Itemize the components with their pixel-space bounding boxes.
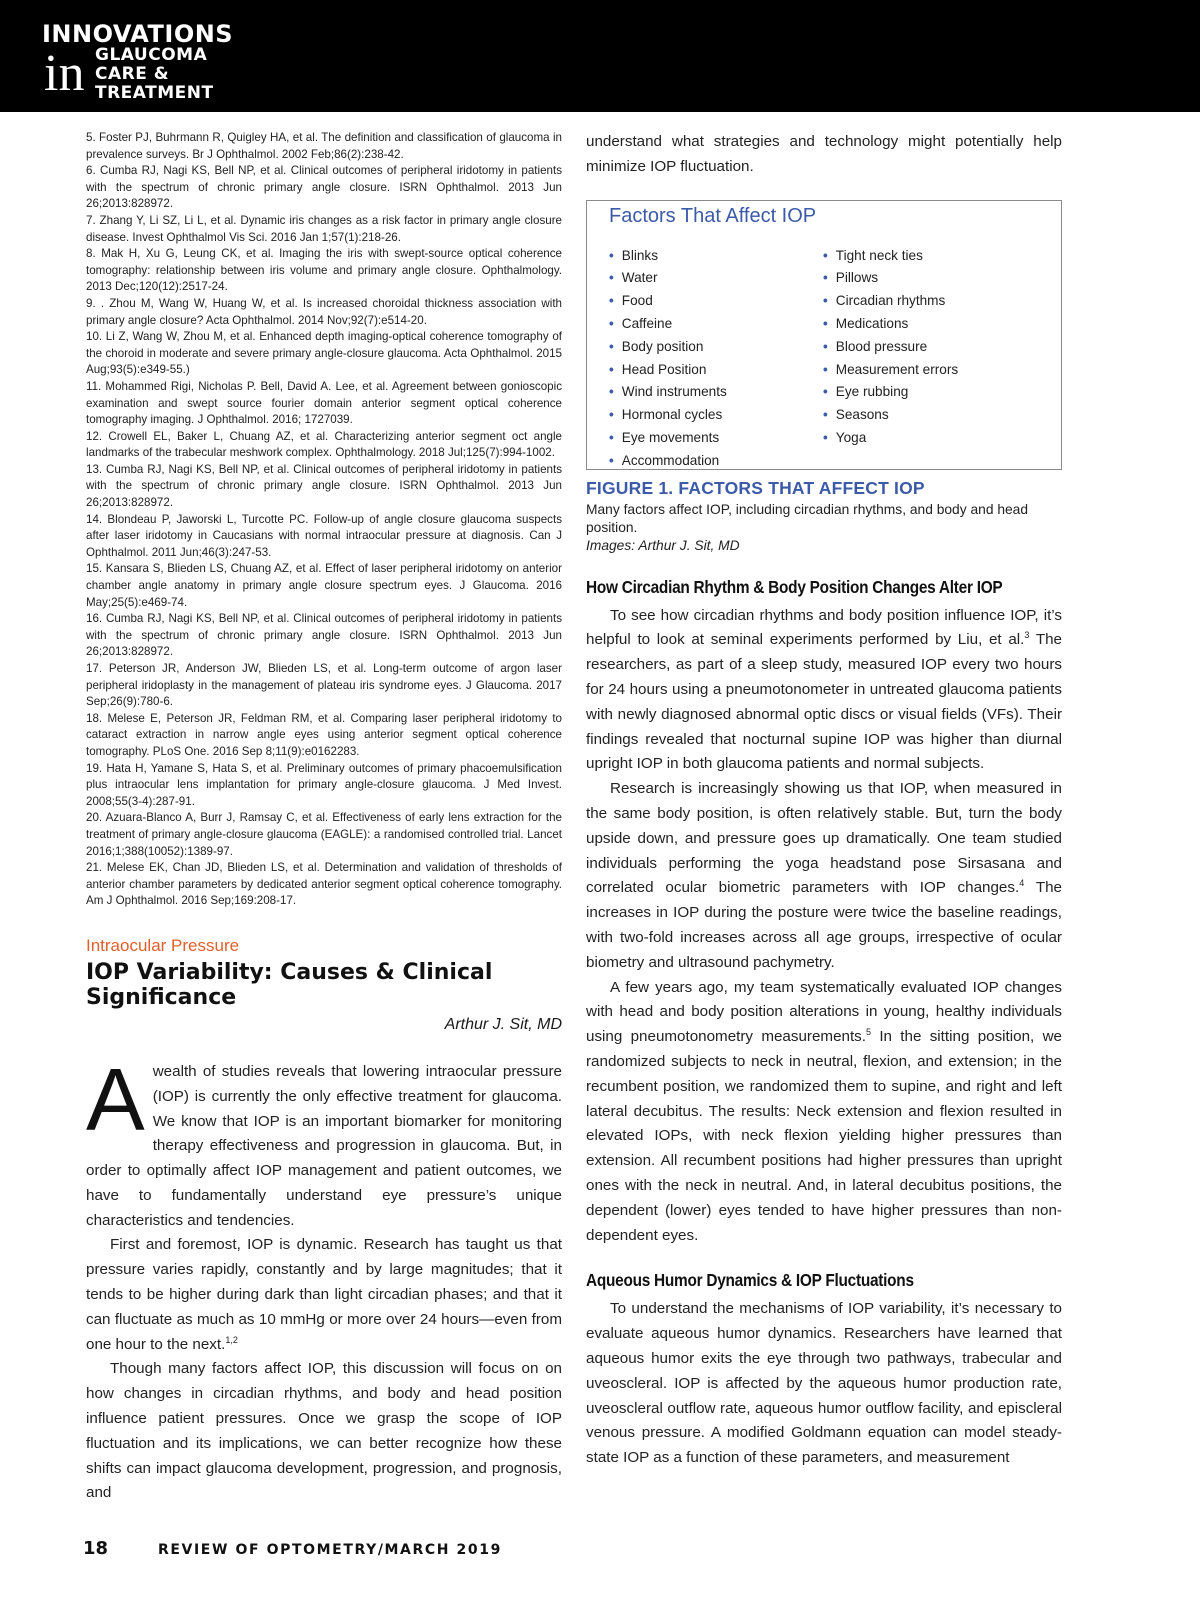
factor-item: • Head Position <box>609 359 727 382</box>
factors-list-right <box>823 245 958 450</box>
figure-caption: Many factors affect IOP, including circadian rhythms, and body and head position. <box>586 501 1029 535</box>
factor-item: • Eye movements <box>609 427 727 450</box>
factor-item: • Seasons <box>823 404 958 427</box>
factors-list-left <box>609 245 727 473</box>
logo-line-care: CARE & <box>95 64 170 84</box>
reference-item: 8. Mak H, Xu G, Leung CK, et al. Imaging the iris with swept-source optical coherence tomography: relationship between iris volume and primary angle closure. Ophthalmology. 2013 Dec;120(12):2517-24. <box>86 247 562 294</box>
section-heading-aqueous: Aqueous Humor Dynamics & IOP Fluctuations <box>586 1270 914 1291</box>
body-paragraph: Though many factors affect IOP, this discussion will focus on on how changes in circadian rhythms, and body and head position influence patient pressures. Once we grasp the scope of IOP fluctuation and its implications, we can better recognize how these shifts can impact glaucoma development, progression, and prognosis, and <box>86 1360 562 1502</box>
right-column <box>586 130 1062 1471</box>
factor-item: • Caffeine <box>609 313 727 336</box>
factor-item: • Eye rubbing <box>823 381 958 404</box>
reference-item: 18. Melese E, Peterson JR, Feldman RM, et al. Comparing laser peripheral iridotomy to cataract extraction in narrow angle eyes using anterior segment optical coherence tomography. PLoS One. 2016 Sep 8;11(9):e0162283. <box>86 711 562 758</box>
reference-item: 15. Kansara S, Blieden LS, Chuang AZ, et al. Effect of laser peripheral iridotomy on anterior chamber angle anatomy in primary angle closure spectrum eyes. J Glaucoma. 2016 May;25(5):e469-74. <box>86 562 562 609</box>
factor-item: • Accommodation <box>609 450 727 473</box>
reference-item: 14. Blondeau P, Jaworski L, Turcotte PC. Follow-up of angle closure glaucoma suspects after laser iridotomy in Caucasians with normal intraocular pressure at diagnosis. Can J Ophthalmol. 2011 Jun;46(3):247-53. <box>86 512 562 559</box>
section-tag: Intraocular Pressure <box>86 935 240 955</box>
section-heading-circadian: How Circadian Rhythm & Body Position Changes Alter IOP <box>586 576 1003 597</box>
reference-item: 12. Crowell EL, Baker L, Chuang AZ, et al. Characterizing anterior segment oct angle landmarks of the trabecular meshwork complex. Ophthalmology. 2018 Jul;125(7):994-1002. <box>86 429 562 460</box>
figure-credit: Images: Arthur J. Sit, MD <box>586 537 740 553</box>
reference-item: 21. Melese EK, Chan JD, Blieden LS, et al. Determination and validation of thresholds of anterior chamber parameters by dedicated anterior segment optical coherence tomography. Am J Ophthalmol. 2016 Sep;169:208-17. <box>86 861 562 908</box>
factor-item: • Measurement errors <box>823 359 958 382</box>
logo-line-glaucoma: GLAUCOMA <box>95 45 208 65</box>
body-paragraph: To see how circadian rhythms and body position influence IOP, it’s helpful to look at seminal experiments performed by Liu, et al.$^3$ The researchers, as part of a sleep study, measured IOP every two hours for 24 hours using a pneumotonometer in untreated glaucoma patients with newly diagnosed abnormal optic discs or visual fields (VFs). Their findings revealed that nocturnal supine IOP was higher than diurnal upright IOP in both glaucoma patients and normal subjects. <box>586 606 1062 773</box>
reference-item: 16. Cumba RJ, Nagi KS, Bell NP, et al. Clinical outcomes of peripheral iridotomy in patients with the spectrum of chronic primary angle closure. ISRN Ophthalmol. 2013 Jun 26;2013:828972. <box>86 612 562 659</box>
figure-caption-title: FIGURE 1. FACTORS THAT AFFECT IOP <box>586 477 925 498</box>
reference-item: 5. Foster PJ, Buhrmann R, Quigley HA, et al. The definition and classification of glaucoma in prevalence surveys. Br J Ophthalmol. 2002 Feb;86(2):238-42. <box>86 131 562 161</box>
factor-item: • Pillows <box>823 267 958 290</box>
byline: Arthur J. Sit, MD <box>444 1015 562 1033</box>
reference-item: 13. Cumba RJ, Nagi KS, Bell NP, et al. Clinical outcomes of peripheral iridotomy in patients with the spectrum of chronic primary angle closure. ISRN Ophthalmol. 2013 Jun 26;2013:828972. <box>86 462 562 510</box>
factor-item: • Blinks <box>609 245 727 268</box>
factor-item: • Body position <box>609 336 727 359</box>
reference-item: 20. Azuara-Blanco A, Burr J, Ramsay C, et al. Effectiveness of early lens extraction for the treatment of primary angle-closure glaucoma (EAGLE): a randomised controlled trial. Lancet 2016;1;388(10052):1389-97. <box>86 811 562 858</box>
body-paragraph: understand what strategies and technology might potentially help minimize IOP fluctuation. <box>586 133 1062 175</box>
figure-box-title: Factors That Affect IOP <box>609 204 817 227</box>
reference-item: 9. . Zhou M, Wang W, Huang W, et al. Is increased choroidal thickness association with primary angle closure? Acta Ophthalmol. 2014 Nov;92(7):e514-20. <box>86 296 562 327</box>
article-title-line: IOP Variability: Causes & Clinical <box>86 959 493 985</box>
logo-in: in <box>44 45 85 102</box>
reference-item: 6. Cumba RJ, Nagi KS, Bell NP, et al. Clinical outcomes of peripheral iridotomy in patients with the spectrum of chronic primary angle closure. ISRN Ophthalmol. 2013 Jun 26;2013:828972. <box>86 164 562 211</box>
factor-item: • Circadian rhythms <box>823 290 958 313</box>
factor-item: • Water <box>609 267 727 290</box>
reference-item: 17. Peterson JR, Anderson JW, Blieden LS, et al. Long-term outcome of argon laser peripheral iridoplasty in the management of plateau iris syndrome eyes. J Glaucoma. 2017 Sep;26(9):780-6. <box>86 662 562 709</box>
body-paragraph: To understand the mechanisms of IOP variability, it’s necessary to evaluate aqueous humor dynamics. Researchers have learned that aqueous humor exits the eye through two pathways, trabecular and uveoscleral. IOP is affected by the aqueous humor production rate, uveoscleral outflow rate, aqueous humor outflow facility, and episcleral venous pressure. A modified Goldmann equation can model steady-state IOP as a function of these parameters, and measurement <box>586 1300 1062 1467</box>
page-number: 18 <box>83 1538 109 1559</box>
factors-figure-box <box>586 200 1062 470</box>
magazine-issue: REVIEW OF OPTOMETRY/MARCH 2019 <box>158 1542 502 1558</box>
factor-item: • Yoga <box>823 427 958 450</box>
logo-line-treatment: TREATMENT <box>95 83 214 103</box>
reference-item: 10. Li Z, Wang W, Zhou M, et al. Enhanced depth imaging-optical coherence tomography of the choroid in moderate and severe primary angle-closure glaucoma. Acta Ophthalmol. 2015 Aug;93(5):e349-55.) <box>86 330 562 377</box>
article-body-continued <box>586 130 1062 180</box>
factor-item: • Tight neck ties <box>823 245 958 268</box>
factor-item: • Medications <box>823 313 958 336</box>
factor-item: • Blood pressure <box>823 336 958 359</box>
reference-item: 19. Hata H, Yamane S, Hata S, et al. Preliminary outcomes of primary phacoemulsification plus intraocular lens implantation for primary angle-closure glaucoma. J Med Invest. 2008;55(3-4):287-91. <box>86 761 562 808</box>
circadian-section-body <box>586 604 1062 1249</box>
logo-innovations: INNOVATIONS <box>42 20 234 48</box>
article-title <box>86 960 562 1010</box>
article-body <box>86 1049 562 1506</box>
drop-cap: A <box>86 1049 145 1149</box>
logo-subtitle <box>95 46 214 103</box>
reference-item: 7. Zhang Y, Li SZ, Li L, et al. Dynamic iris changes as a risk factor in primary angle closure disease. Invest Ophthalmol Vis Sci. 2016 Jan 1;57(1):218-26. <box>86 213 562 244</box>
reference-item: 11. Mohammed Rigi, Nicholas P. Bell, David A. Lee, et al. Agreement between gonioscopic examination and swept source fourier domain anterior segment optical coherence tomography imaging. J Ophthalmol. 2016; 1727039. <box>86 379 562 427</box>
reference-list <box>86 130 562 910</box>
body-paragraph: Research is increasingly showing us that IOP, when measured in the same body position, is often relatively stable. But, turn the body upside down, and pressure goes up dramatically. One team studied individuals performing the yoga headstand pose Sirsasana and correlated ocular biometric parameters with IOP changes.$^4$ The increases in IOP during the posture were twice the baseline readings, with two-fold increases across all age groups, irrespective of ocular biometry and ultrasound pachymetry. <box>586 780 1062 971</box>
masthead <box>0 0 1200 112</box>
article-title-line: Significance <box>86 984 237 1010</box>
body-paragraph: Awealth of studies reveals that lowering intraocular pressure (IOP) is currently the only effective treatment for glaucoma. We know that IOP is an important biomarker for monitoring therapy effectiveness and progression in glaucoma. But, in order to optimally affect IOP management and patient outcomes, we have to fundamentally understand eye pressure’s unique characteristics and tendencies. <box>86 1049 562 1229</box>
body-paragraph: First and foremost, IOP is dynamic. Research has taught us that pressure varies rapidly, constantly and by large magnitudes; that it tends to be higher during dark than light circadian phases; and that it can fluctuate as much as 10 mmHg or more over 24 hours—even from one hour to the next.$^{1,2}$ <box>86 1236 562 1353</box>
left-column <box>86 130 562 1506</box>
aqueous-section-body <box>586 1297 1062 1471</box>
factor-item: • Wind instruments <box>609 381 727 404</box>
body-paragraph: A few years ago, my team systematically evaluated IOP changes with head and body position alterations in young, healthy individuals using pneumotonometry measurements.$^5$ In the sitting position, we randomized subjects to neck in neutral, flexion, and extension; in the recumbent position, we randomized them to supine, and right and left lateral decubitus. The results: Neck extension and flexion resulted in elevated IOPs, with neck flexion yielding higher pressures than extension. All recumbent positions had higher pressures than upright ones with the neck in neutral. And, in lateral decubitus positions, the dependent (lower) eyes tended to have higher pressures than non-dependent eyes. <box>586 978 1062 1244</box>
factor-item: • Food <box>609 290 727 313</box>
factor-item: • Hormonal cycles <box>609 404 727 427</box>
